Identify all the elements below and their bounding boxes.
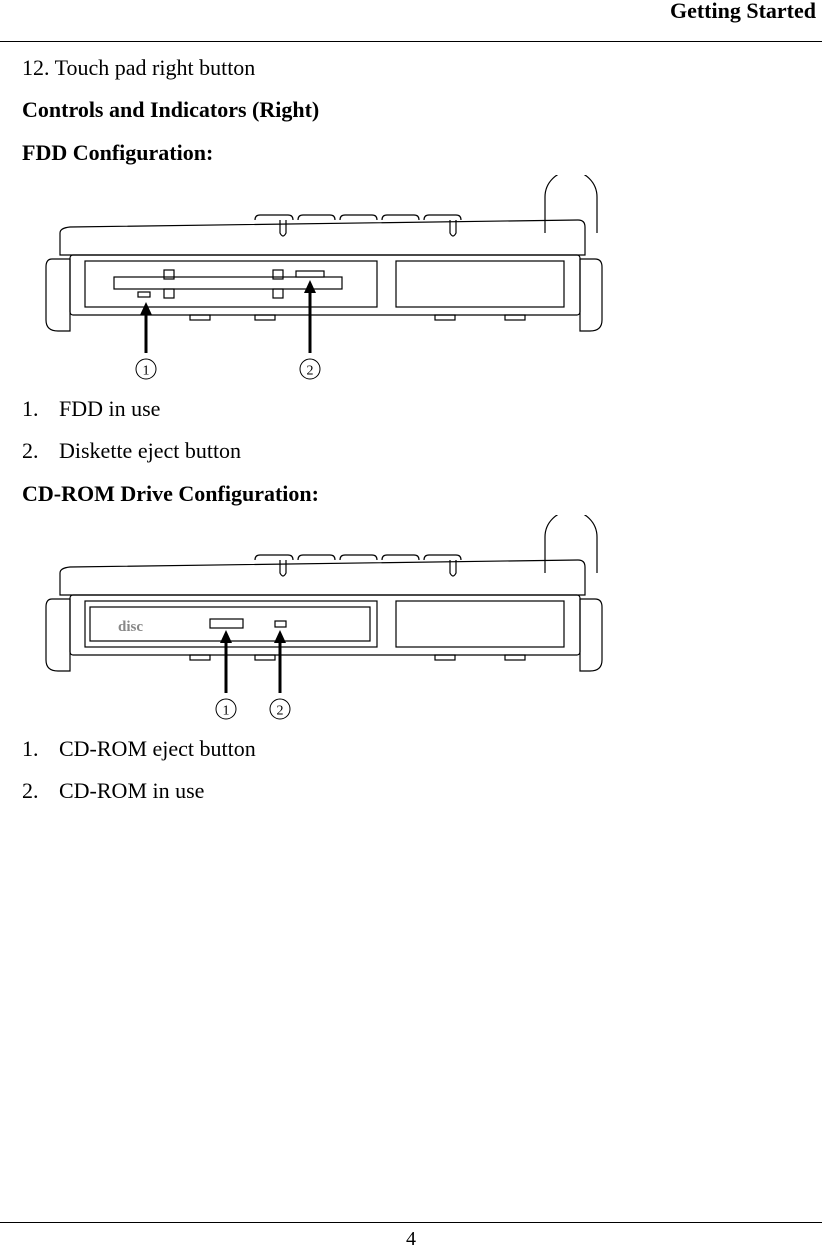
list-text: CD-ROM in use (59, 778, 205, 803)
right-bay (396, 261, 564, 307)
cdrom-in-use-led (275, 621, 286, 627)
fdd-in-use-led (138, 292, 150, 297)
callout-label-1: 1 (142, 363, 150, 379)
callout-label-1: 1 (222, 703, 230, 719)
fdd-bay (85, 261, 377, 307)
cdrom-list-item-1 (22, 736, 256, 762)
right-bumper (580, 599, 602, 671)
callout-label-2: 2 (306, 363, 314, 379)
handle (545, 175, 597, 233)
cdrom-eject-button (210, 619, 243, 628)
right-bumper (580, 259, 602, 331)
upper-body (60, 220, 585, 255)
cdrom-heading: CD-ROM Drive Configuration: (22, 481, 319, 506)
fdd-list-item-1 (22, 396, 160, 422)
section-heading: Controls and Indicators (Right) (22, 97, 320, 122)
right-bay (396, 601, 564, 647)
upper-body (60, 560, 585, 595)
cdrom-list-item-2 (22, 778, 204, 804)
running-header: Getting Started (669, 0, 816, 23)
page-number: 4 (406, 1228, 416, 1250)
disc-logo: disc (118, 619, 144, 635)
footer-rule (0, 1222, 822, 1223)
list-text: FDD in use (59, 396, 161, 421)
cdrom-side-view-figure (40, 515, 620, 725)
fdd-side-view-figure (40, 175, 620, 385)
diskette-eject-button (296, 271, 324, 277)
left-bumper (46, 259, 70, 331)
list-number: 2. (22, 778, 39, 803)
fdd-heading: FDD Configuration: (22, 140, 214, 165)
lower-body (70, 595, 580, 655)
fdd-list-item-2 (22, 438, 241, 464)
list-number: 1. (22, 736, 39, 761)
touchpad-item: 12. Touch pad right button (22, 55, 256, 80)
list-text: CD-ROM eject button (59, 736, 256, 761)
list-text: Diskette eject button (59, 438, 242, 463)
handle (545, 515, 597, 573)
list-number: 1. (22, 396, 39, 421)
header-rule (0, 41, 822, 42)
left-bumper (46, 599, 70, 671)
callout-label-2: 2 (276, 703, 284, 719)
list-number: 2. (22, 438, 39, 463)
